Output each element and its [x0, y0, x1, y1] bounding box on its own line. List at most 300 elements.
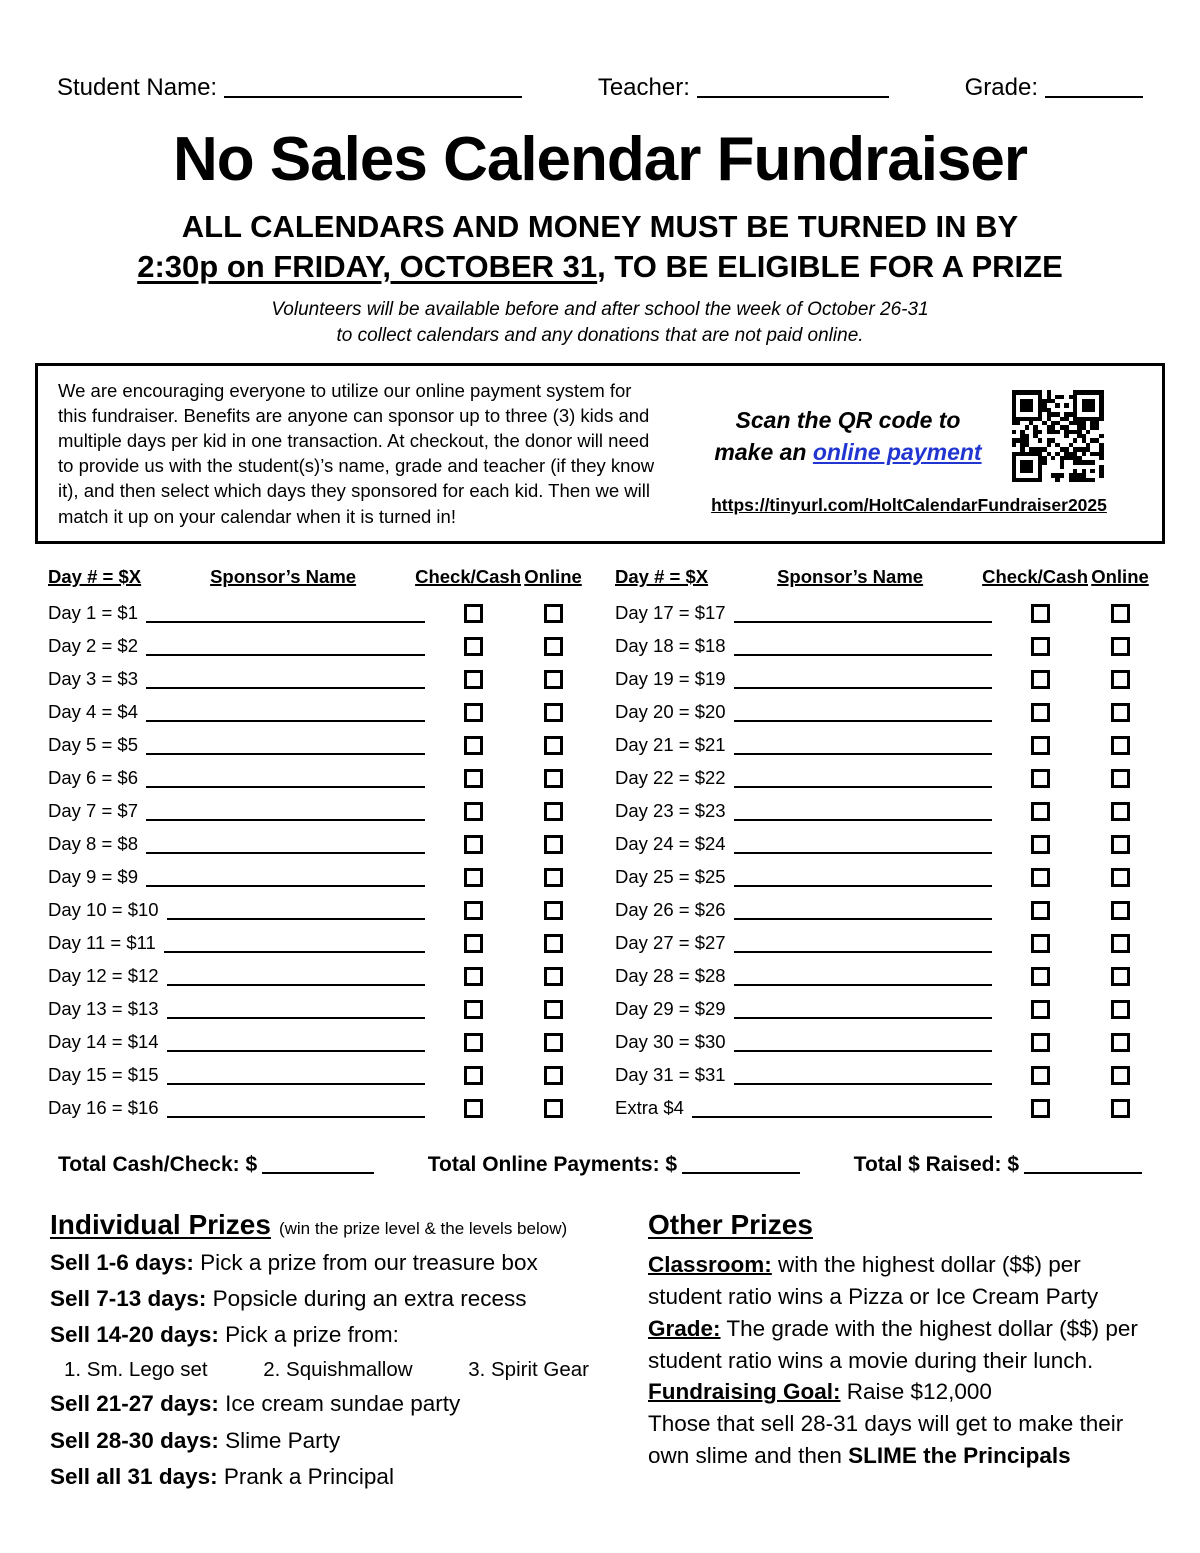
qr-caption — [714, 404, 981, 468]
qr-caption-line2-prefix: make an — [714, 439, 813, 466]
online-cell — [1088, 934, 1152, 953]
check-cash-cell — [992, 1099, 1088, 1118]
sponsor-name-blank[interactable] — [734, 1017, 992, 1019]
check-cash-checkbox[interactable] — [1031, 1099, 1050, 1118]
sponsor-name-blank[interactable] — [164, 951, 425, 953]
sponsor-name-blank[interactable] — [734, 852, 992, 854]
day-amount-label: Extra $4 — [615, 1097, 684, 1119]
online-checkbox[interactable] — [544, 1066, 563, 1085]
online-checkbox[interactable] — [544, 670, 563, 689]
check-cash-cell — [992, 868, 1088, 887]
online-checkbox[interactable] — [544, 1099, 563, 1118]
online-cell — [521, 1000, 585, 1019]
check-cash-checkbox[interactable] — [1031, 670, 1050, 689]
check-cash-checkbox[interactable] — [464, 802, 483, 821]
day-row — [615, 927, 1152, 960]
other-prizes-title: Other Prizes — [648, 1208, 813, 1240]
day-row — [48, 663, 585, 696]
check-cash-checkbox[interactable] — [464, 670, 483, 689]
online-checkbox[interactable] — [544, 637, 563, 656]
online-cell — [1088, 835, 1152, 854]
day-amount-label: Day 15 = $15 — [48, 1064, 159, 1086]
online-checkbox[interactable] — [544, 736, 563, 755]
sponsor-name-blank[interactable] — [146, 786, 425, 788]
day-rows-right — [615, 597, 1152, 1125]
grade-prize-text: The grade with the highest dollar ($$) per student ratio wins a movie during their lunch. — [648, 1315, 1138, 1373]
check-cash-cell — [992, 901, 1088, 920]
prize-option-1: 1. Sm. Lego set — [64, 1358, 208, 1382]
day-row — [615, 795, 1152, 828]
day-row — [48, 861, 585, 894]
online-checkbox[interactable] — [1111, 1000, 1130, 1019]
day-amount-label: Day 24 = $24 — [615, 833, 726, 855]
day-row — [48, 828, 585, 861]
day-amount-label: Day 8 = $8 — [48, 833, 138, 855]
online-cell — [521, 1099, 585, 1118]
sponsor-name-blank[interactable] — [734, 1050, 992, 1052]
online-cell — [1088, 736, 1152, 755]
sponsor-name-blank[interactable] — [734, 885, 992, 887]
check-cash-checkbox[interactable] — [464, 1099, 483, 1118]
day-row — [48, 1059, 585, 1092]
day-table-left-header — [48, 566, 585, 597]
check-cash-cell — [425, 868, 521, 887]
sponsor-name-blank[interactable] — [734, 687, 992, 689]
online-cell — [1088, 802, 1152, 821]
day-amount-label: Day 16 = $16 — [48, 1097, 159, 1119]
check-cash-cell — [425, 1066, 521, 1085]
prizes-section — [30, 1209, 1170, 1492]
check-cash-checkbox[interactable] — [464, 604, 483, 623]
fundraising-goal-label: Fundraising Goal: — [648, 1379, 841, 1405]
online-checkbox[interactable] — [544, 934, 563, 953]
header-sponsor: Sponsor’s Name — [210, 565, 357, 587]
qr-caption-line1: Scan the QR code to — [735, 407, 961, 434]
check-cash-checkbox[interactable] — [464, 703, 483, 722]
day-row — [615, 663, 1152, 696]
day-amount-label: Day 11 = $11 — [48, 932, 156, 954]
check-cash-checkbox[interactable] — [1031, 868, 1050, 887]
payment-qr-area — [676, 378, 1142, 529]
total-raised — [854, 1153, 1142, 1177]
prize-item-label: Sell 14-20 days: — [50, 1322, 219, 1348]
check-cash-cell — [425, 901, 521, 920]
prize-item-text: Slime Party — [218, 1427, 341, 1453]
header-sponsor: Sponsor’s Name — [777, 565, 924, 587]
day-amount-label: Day 25 = $25 — [615, 866, 726, 888]
day-row — [48, 960, 585, 993]
day-amount-label: Day 2 = $2 — [48, 635, 138, 657]
day-row — [48, 762, 585, 795]
day-row — [48, 795, 585, 828]
check-cash-cell — [992, 769, 1088, 788]
sponsor-name-blank[interactable] — [167, 1017, 425, 1019]
online-checkbox[interactable] — [1111, 901, 1130, 920]
day-amount-label: Day 26 = $26 — [615, 899, 726, 921]
check-cash-checkbox[interactable] — [1031, 802, 1050, 821]
day-row — [615, 1026, 1152, 1059]
online-checkbox[interactable] — [544, 703, 563, 722]
check-cash-cell — [425, 1000, 521, 1019]
online-cell — [521, 835, 585, 854]
day-row — [48, 1092, 585, 1125]
online-cell — [521, 868, 585, 887]
check-cash-checkbox[interactable] — [464, 1000, 483, 1019]
online-cell — [1088, 1099, 1152, 1118]
student-name-field — [57, 74, 522, 102]
check-cash-checkbox[interactable] — [1031, 769, 1050, 788]
sponsor-name-blank[interactable] — [146, 819, 425, 821]
check-cash-checkbox[interactable] — [1031, 703, 1050, 722]
check-cash-checkbox[interactable] — [1031, 1033, 1050, 1052]
prize-item-text: Pick a prize from our treasure box — [193, 1249, 538, 1275]
online-cell — [521, 934, 585, 953]
sponsor-name-blank[interactable] — [146, 654, 425, 656]
day-row — [48, 729, 585, 762]
student-name-label: Student Name: — [57, 74, 218, 101]
header-check-cash: Check/Cash — [415, 565, 521, 587]
prize-item-21-27 — [50, 1389, 620, 1418]
slime-note-bold: SLIME the Principals — [848, 1443, 1071, 1469]
sponsor-name-blank[interactable] — [734, 720, 992, 722]
online-cell — [1088, 769, 1152, 788]
sponsor-name-blank[interactable] — [734, 786, 992, 788]
student-name-blank[interactable] — [224, 74, 522, 98]
day-row — [48, 894, 585, 927]
online-cell — [521, 637, 585, 656]
volunteers-note-line2: to collect calendars and any donations that are not paid online. — [336, 325, 864, 347]
check-cash-cell — [425, 604, 521, 623]
online-payment-link[interactable]: online payment — [812, 439, 982, 466]
total-cash-check-label: Total Cash/Check: $ — [58, 1152, 258, 1176]
check-cash-cell — [425, 1033, 521, 1052]
check-cash-cell — [992, 934, 1088, 953]
payment-url[interactable]: https://tinyurl.com/HoltCalendarFundraiser2025 — [711, 495, 1107, 516]
total-online-blank[interactable] — [682, 1153, 800, 1174]
check-cash-checkbox[interactable] — [464, 967, 483, 986]
check-cash-cell — [992, 1066, 1088, 1085]
online-cell — [1088, 901, 1152, 920]
online-checkbox[interactable] — [544, 967, 563, 986]
slime-note-text: Those that sell 28-31 days will get to make their own slime and then — [648, 1411, 1124, 1469]
prize-item-14-20 — [50, 1320, 620, 1349]
header-online: Online — [1091, 565, 1149, 587]
deadline-notice — [30, 207, 1170, 288]
total-cash-check — [58, 1153, 374, 1177]
slime-note — [648, 1408, 1150, 1472]
online-cell — [1088, 670, 1152, 689]
day-row — [615, 597, 1152, 630]
sponsor-name-blank[interactable] — [146, 687, 425, 689]
online-checkbox[interactable] — [1111, 703, 1130, 722]
individual-prizes — [50, 1209, 620, 1492]
sponsor-name-blank[interactable] — [734, 654, 992, 656]
check-cash-checkbox[interactable] — [464, 736, 483, 755]
check-cash-checkbox[interactable] — [1031, 637, 1050, 656]
volunteers-note-line1: Volunteers will be available before and after school the week of October 26-31 — [271, 298, 929, 320]
check-cash-cell — [425, 967, 521, 986]
prize-item-label: Sell all 31 days: — [50, 1463, 218, 1489]
online-checkbox[interactable] — [544, 802, 563, 821]
day-row — [48, 1026, 585, 1059]
prize-item-text: Ice cream sundae party — [218, 1391, 461, 1417]
online-checkbox[interactable] — [1111, 868, 1130, 887]
deadline-line2 — [30, 247, 1170, 287]
sponsor-name-blank[interactable] — [146, 621, 425, 623]
day-row — [615, 861, 1152, 894]
day-row — [48, 696, 585, 729]
day-amount-label: Day 30 = $30 — [615, 1031, 726, 1053]
online-cell — [521, 967, 585, 986]
check-cash-cell — [992, 736, 1088, 755]
check-cash-checkbox[interactable] — [464, 868, 483, 887]
sponsor-name-blank[interactable] — [167, 1050, 425, 1052]
total-online-label: Total Online Payments: $ — [427, 1152, 678, 1176]
header-check-cash: Check/Cash — [982, 565, 1088, 587]
sponsor-name-blank[interactable] — [734, 951, 992, 953]
online-checkbox[interactable] — [1111, 1033, 1130, 1052]
day-amount-label: Day 5 = $5 — [48, 734, 138, 756]
online-checkbox[interactable] — [1111, 802, 1130, 821]
page-title: No Sales Calendar Fundraiser — [172, 125, 1028, 194]
online-cell — [1088, 604, 1152, 623]
check-cash-checkbox[interactable] — [464, 835, 483, 854]
day-amount-label: Day 27 = $27 — [615, 932, 726, 954]
day-amount-label: Day 19 = $19 — [615, 668, 726, 690]
prize-item-label: Sell 1-6 days: — [50, 1249, 194, 1275]
day-amount-label: Day 22 = $22 — [615, 767, 726, 789]
check-cash-cell — [992, 1033, 1088, 1052]
sponsor-name-blank[interactable] — [146, 720, 425, 722]
online-cell — [1088, 1000, 1152, 1019]
sponsor-name-blank[interactable] — [167, 1116, 425, 1118]
teacher-field — [598, 74, 889, 102]
day-row — [48, 993, 585, 1026]
online-cell — [1088, 868, 1152, 887]
check-cash-checkbox[interactable] — [464, 769, 483, 788]
check-cash-checkbox[interactable] — [464, 1033, 483, 1052]
fundraising-goal — [648, 1376, 1150, 1408]
prize-option-2: 2. Squishmallow — [263, 1358, 413, 1382]
sponsor-name-blank[interactable] — [167, 918, 425, 920]
totals-row — [30, 1153, 1170, 1177]
check-cash-cell — [425, 736, 521, 755]
classroom-prize — [648, 1249, 1150, 1313]
check-cash-checkbox[interactable] — [464, 934, 483, 953]
fundraising-goal-text: Raise $12,000 — [840, 1379, 992, 1405]
check-cash-checkbox[interactable] — [1031, 901, 1050, 920]
online-checkbox[interactable] — [1111, 1099, 1130, 1118]
online-checkbox[interactable] — [1111, 670, 1130, 689]
total-online — [428, 1153, 800, 1177]
day-row — [615, 696, 1152, 729]
day-row — [48, 597, 585, 630]
sponsor-name-blank[interactable] — [734, 621, 992, 623]
day-table-left — [48, 566, 585, 1125]
deadline-line2-rest: , TO BE ELIGIBLE FOR A PRIZE — [597, 249, 1063, 285]
day-row — [48, 630, 585, 663]
sponsor-name-blank[interactable] — [734, 918, 992, 920]
day-amount-label: Day 28 = $28 — [615, 965, 726, 987]
online-cell — [521, 736, 585, 755]
online-checkbox[interactable] — [544, 901, 563, 920]
online-cell — [521, 703, 585, 722]
online-cell — [521, 901, 585, 920]
day-amount-label: Day 4 = $4 — [48, 701, 138, 723]
payment-instructions: We are encouraging everyone to utilize our online payment system for this fundraiser. Benefits are anyone can sponsor up to three (3) kids and multiple days per kid in one transaction. At checkout, the donor will need to provide us with the student(s)’s name, grade and teacher (if they know it), and then select which days they sponsored for each kid. Then we will match it up on your calendar when it is turned in! — [58, 379, 655, 527]
check-cash-cell — [425, 769, 521, 788]
online-cell — [1088, 703, 1152, 722]
check-cash-checkbox[interactable] — [464, 1066, 483, 1085]
check-cash-checkbox[interactable] — [464, 637, 483, 656]
online-checkbox[interactable] — [1111, 934, 1130, 953]
online-cell — [521, 802, 585, 821]
check-cash-cell — [425, 637, 521, 656]
day-amount-label: Day 12 = $12 — [48, 965, 159, 987]
grade-prize-label: Grade: — [648, 1315, 721, 1341]
online-checkbox[interactable] — [1111, 967, 1130, 986]
qr-code — [1012, 390, 1104, 482]
day-amount-label: Day 18 = $18 — [615, 635, 726, 657]
classroom-text: with the highest dollar ($$) per student ratio wins a Pizza or Ice Cream Party — [648, 1251, 1099, 1309]
individual-prizes-subtitle: (win the prize level & the levels below) — [278, 1218, 568, 1238]
day-row — [615, 1092, 1152, 1125]
total-raised-label: Total $ Raised: $ — [853, 1152, 1019, 1176]
online-checkbox[interactable] — [544, 868, 563, 887]
check-cash-cell — [425, 835, 521, 854]
day-amount-label: Day 14 = $14 — [48, 1031, 159, 1053]
day-amount-label: Day 10 = $10 — [48, 899, 159, 921]
check-cash-cell — [992, 1000, 1088, 1019]
day-amount-label: Day 17 = $17 — [615, 602, 726, 624]
day-amount-label: Day 3 = $3 — [48, 668, 138, 690]
day-amount-label: Day 13 = $13 — [48, 998, 159, 1020]
check-cash-checkbox[interactable] — [464, 901, 483, 920]
check-cash-checkbox[interactable] — [1031, 835, 1050, 854]
day-amount-label: Day 9 = $9 — [48, 866, 138, 888]
check-cash-cell — [425, 934, 521, 953]
prize-options — [64, 1358, 589, 1382]
online-cell — [521, 670, 585, 689]
sponsor-name-blank[interactable] — [692, 1116, 992, 1118]
prize-item-1-6 — [50, 1248, 620, 1277]
online-cell — [521, 769, 585, 788]
check-cash-cell — [425, 802, 521, 821]
online-cell — [521, 1033, 585, 1052]
individual-prizes-title: Individual Prizes — [50, 1208, 271, 1240]
check-cash-checkbox[interactable] — [1031, 1000, 1050, 1019]
volunteers-note — [30, 297, 1170, 350]
header-day: Day # = $X — [615, 565, 709, 587]
teacher-label: Teacher: — [597, 74, 690, 101]
header-online: Online — [524, 565, 582, 587]
day-amount-label: Day 1 = $1 — [48, 602, 138, 624]
online-checkbox[interactable] — [1111, 1066, 1130, 1085]
deadline-line1: ALL CALENDARS AND MONEY MUST BE TURNED IN BY — [181, 209, 1019, 244]
check-cash-checkbox[interactable] — [1031, 967, 1050, 986]
sponsor-name-blank[interactable] — [146, 753, 425, 755]
check-cash-cell — [425, 1099, 521, 1118]
day-amount-label: Day 31 = $31 — [615, 1064, 726, 1086]
sponsor-name-blank[interactable] — [734, 1083, 992, 1085]
online-checkbox[interactable] — [544, 604, 563, 623]
online-cell — [1088, 967, 1152, 986]
online-checkbox[interactable] — [544, 769, 563, 788]
day-amount-label: Day 23 = $23 — [615, 800, 726, 822]
day-row — [615, 1059, 1152, 1092]
online-payment-box — [35, 363, 1165, 544]
sponsor-name-blank[interactable] — [167, 1083, 425, 1085]
total-raised-blank[interactable] — [1024, 1153, 1142, 1174]
header-day: Day # = $X — [48, 565, 142, 587]
check-cash-cell — [992, 604, 1088, 623]
check-cash-cell — [992, 835, 1088, 854]
sponsor-name-blank[interactable] — [734, 753, 992, 755]
sponsor-name-blank[interactable] — [146, 885, 425, 887]
day-amount-label: Day 6 = $6 — [48, 767, 138, 789]
prize-item-7-13 — [50, 1284, 620, 1313]
grade-blank[interactable] — [1045, 74, 1143, 98]
day-amount-label: Day 21 = $21 — [615, 734, 726, 756]
online-checkbox[interactable] — [1111, 769, 1130, 788]
prize-item-text: Popsicle during an extra recess — [206, 1285, 527, 1311]
online-checkbox[interactable] — [544, 1033, 563, 1052]
check-cash-checkbox[interactable] — [1031, 604, 1050, 623]
sponsor-name-blank[interactable] — [167, 984, 425, 986]
other-prizes — [648, 1209, 1150, 1492]
total-cash-check-blank[interactable] — [262, 1153, 374, 1174]
qr-caption-line2 — [714, 436, 981, 468]
prize-item-text: Prank a Principal — [217, 1463, 394, 1489]
online-cell — [1088, 637, 1152, 656]
online-checkbox[interactable] — [1111, 637, 1130, 656]
online-checkbox[interactable] — [1111, 604, 1130, 623]
online-checkbox[interactable] — [1111, 835, 1130, 854]
teacher-blank[interactable] — [697, 74, 889, 98]
online-cell — [521, 604, 585, 623]
check-cash-checkbox[interactable] — [1031, 934, 1050, 953]
day-row — [615, 729, 1152, 762]
online-cell — [1088, 1033, 1152, 1052]
check-cash-cell — [425, 670, 521, 689]
day-row — [615, 762, 1152, 795]
sponsor-name-blank[interactable] — [734, 819, 992, 821]
day-row — [48, 927, 585, 960]
individual-prizes-heading — [50, 1209, 620, 1241]
qr-row — [676, 390, 1142, 482]
prize-item-text: Pick a prize from: — [218, 1322, 399, 1348]
day-table-right-header — [615, 566, 1152, 597]
online-checkbox[interactable] — [544, 1000, 563, 1019]
check-cash-cell — [992, 637, 1088, 656]
check-cash-checkbox[interactable] — [1031, 736, 1050, 755]
online-checkbox[interactable] — [1111, 736, 1130, 755]
sponsor-name-blank[interactable] — [734, 984, 992, 986]
check-cash-checkbox[interactable] — [1031, 1066, 1050, 1085]
prize-item-all-31 — [50, 1462, 620, 1491]
prize-option-3: 3. Spirit Gear — [468, 1358, 589, 1382]
grade-field — [965, 74, 1143, 102]
prize-item-label: Sell 7-13 days: — [50, 1285, 207, 1311]
sponsor-name-blank[interactable] — [146, 852, 425, 854]
online-cell — [521, 1066, 585, 1085]
online-checkbox[interactable] — [544, 835, 563, 854]
day-rows-left — [48, 597, 585, 1125]
day-row — [615, 960, 1152, 993]
online-cell — [1088, 1066, 1152, 1085]
check-cash-cell — [992, 967, 1088, 986]
grade-prize — [648, 1313, 1150, 1377]
